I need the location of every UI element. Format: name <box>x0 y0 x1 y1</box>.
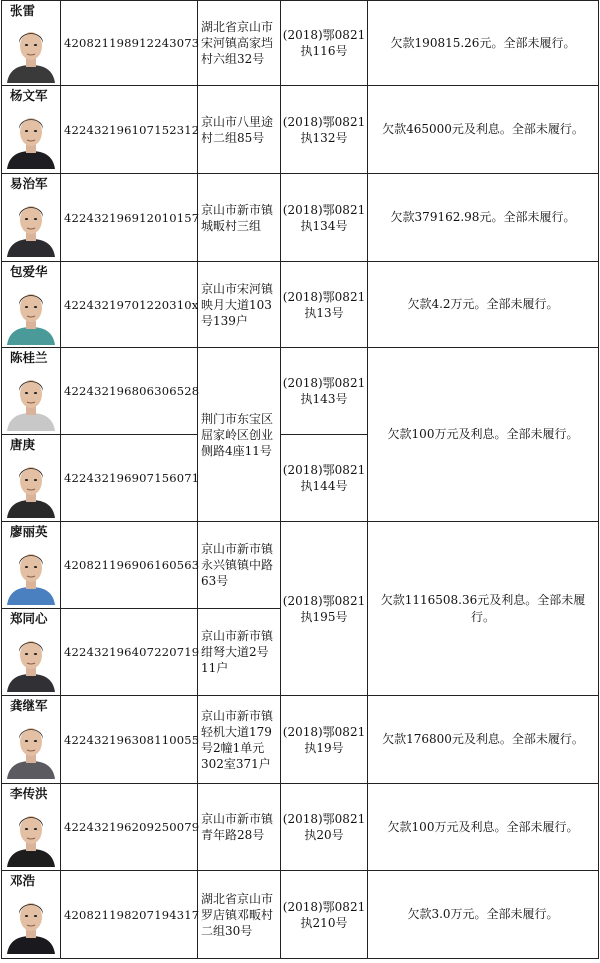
case-number: (2018)鄂0821执132号 <box>281 86 368 174</box>
table-row <box>2 784 599 871</box>
debt-description: 欠款379162.98元。全部未履行。 <box>368 174 599 262</box>
debt-description: 欠款190815.26元。全部未履行。 <box>368 1 599 86</box>
person-name: 张雷 <box>10 3 36 18</box>
photo-cell <box>2 696 61 784</box>
case-number: (2018)鄂0821执19号 <box>281 696 368 784</box>
debt-description: 欠款4.2万元。全部未履行。 <box>368 262 599 348</box>
portrait-icon <box>5 194 57 258</box>
table-row <box>2 262 599 348</box>
address: 京山市新市镇永兴镇镇中路63号 <box>198 522 281 609</box>
photo-cell <box>2 435 61 522</box>
portrait-icon <box>5 804 57 868</box>
photo-cell <box>2 86 61 174</box>
person-name: 郑同心 <box>10 611 48 626</box>
photo-cell <box>2 784 61 871</box>
portrait-icon <box>5 21 57 83</box>
debtor-table <box>1 0 599 959</box>
table-row <box>2 86 599 174</box>
portrait-icon <box>5 629 57 693</box>
debt-description: 欠款465000元及利息。全部未履行。 <box>368 86 599 174</box>
id-number: 422432196907156071 <box>61 435 198 522</box>
photo-cell <box>2 871 61 959</box>
address: 京山市新市镇青年路28号 <box>198 784 281 871</box>
address: 京山市新市镇城畈村三组 <box>198 174 281 262</box>
photo-cell <box>2 174 61 262</box>
table-row <box>2 871 599 959</box>
photo-cell <box>2 609 61 696</box>
person-name: 包爱华 <box>10 264 48 279</box>
debt-description: 欠款100万元及利息。全部未履行。 <box>368 784 599 871</box>
person-name: 邓浩 <box>10 873 36 888</box>
portrait-icon <box>5 716 57 780</box>
table-row <box>2 348 599 435</box>
address: 京山市宋河镇映月大道103号139户 <box>198 262 281 348</box>
debt-description: 欠款176800元及利息。全部未履行。 <box>368 696 599 784</box>
id-number: 422432196912010157 <box>61 174 198 262</box>
portrait-icon <box>5 106 57 170</box>
person-name: 杨文军 <box>10 88 48 103</box>
portrait-icon <box>5 891 57 955</box>
table-row <box>2 522 599 609</box>
debt-description: 欠款100万元及利息。全部未履行。 <box>368 348 599 522</box>
address: 京山市新市镇绀弩大道2号11户 <box>198 609 281 696</box>
person-name: 唐庚 <box>10 437 36 452</box>
person-name: 李传洪 <box>10 786 48 801</box>
address: 京山市八里途村二组85号 <box>198 86 281 174</box>
case-number: (2018)鄂0821执210号 <box>281 871 368 959</box>
person-name: 易治军 <box>10 176 48 191</box>
portrait-icon <box>5 368 57 432</box>
photo-cell <box>2 262 61 348</box>
address: 湖北省京山市宋河镇高家垱村六组32号 <box>198 1 281 86</box>
table-row <box>2 174 599 262</box>
address: 京山市新市镇轻机大道179号2幢1单元302室371户 <box>198 696 281 784</box>
photo-cell <box>2 1 61 86</box>
id-number: 422432196806306528 <box>61 348 198 435</box>
person-name: 龚继军 <box>10 698 48 713</box>
id-number: 422432196209250079 <box>61 784 198 871</box>
case-number: (2018)鄂0821执143号 <box>281 348 368 435</box>
portrait-icon <box>5 542 57 606</box>
case-number: (2018)鄂0821执13号 <box>281 262 368 348</box>
photo-cell <box>2 522 61 609</box>
case-number: (2018)鄂0821执144号 <box>281 435 368 522</box>
id-number: 422432196107152312 <box>61 86 198 174</box>
case-number: (2018)鄂0821执20号 <box>281 784 368 871</box>
id-number: 422432196407220719 <box>61 609 198 696</box>
id-number: 420821198912243073 <box>61 1 198 86</box>
case-number: (2018)鄂0821执195号 <box>281 522 368 696</box>
id-number: 420821196906160563 <box>61 522 198 609</box>
address: 湖北省京山市罗店镇邓畈村二组30号 <box>198 871 281 959</box>
table-row <box>2 1 599 86</box>
id-number: 422432196308110055 <box>61 696 198 784</box>
portrait-icon <box>5 282 57 346</box>
case-number: (2018)鄂0821执134号 <box>281 174 368 262</box>
id-number: 420821198207194317 <box>61 871 198 959</box>
debt-description: 欠款1116508.36元及利息。全部未履行。 <box>368 522 599 696</box>
id-number: 42243219701220310x <box>61 262 198 348</box>
address: 荆门市东宝区屈家岭区创业侧路4座11号 <box>198 348 281 522</box>
debt-description: 欠款3.0万元。全部未履行。 <box>368 871 599 959</box>
person-name: 廖丽英 <box>10 524 48 539</box>
person-name: 陈桂兰 <box>10 350 48 365</box>
table-row <box>2 696 599 784</box>
photo-cell <box>2 348 61 435</box>
portrait-icon <box>5 455 57 519</box>
case-number: (2018)鄂0821执116号 <box>281 1 368 86</box>
